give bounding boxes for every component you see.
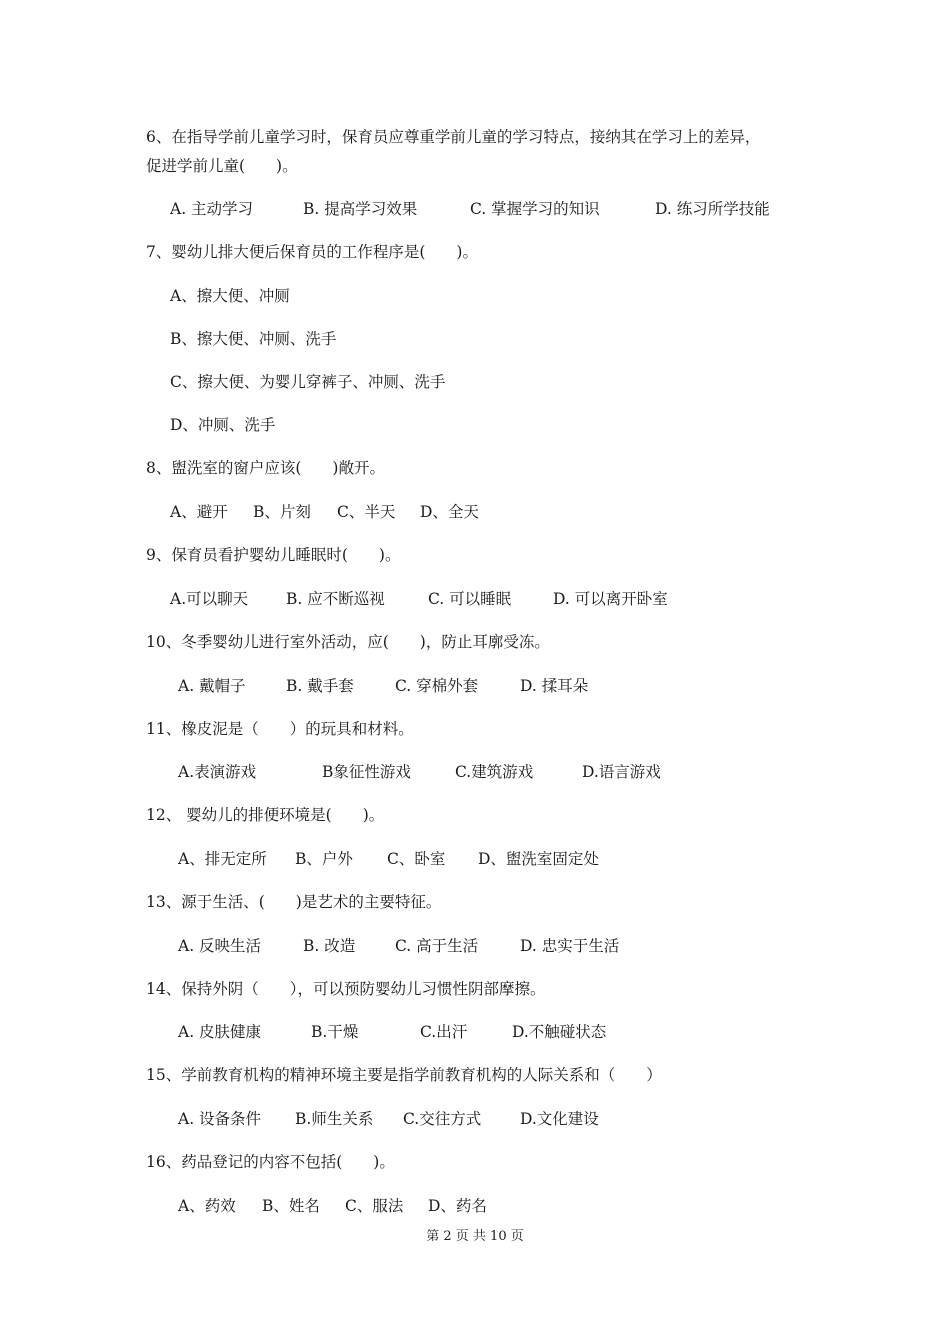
option-c: C、擦大便、为婴儿穿裤子、冲厕、洗手 (170, 373, 446, 391)
question-9-stem: 9、保育员看护婴幼儿睡眠时( )。 (146, 546, 401, 564)
option-b: B象征性游戏 (322, 763, 411, 781)
option-a: A、避开 (170, 503, 228, 521)
option-c: C、卧室 (387, 850, 446, 868)
option-a: A、擦大便、冲厕 (170, 287, 290, 305)
option-c: C. 穿棉外套 (395, 677, 479, 695)
option-c: C. 掌握学习的知识 (470, 200, 600, 218)
option-b: B. 提高学习效果 (303, 200, 418, 218)
option-c: C.建筑游戏 (455, 763, 534, 781)
option-c: C. 高于生活 (395, 937, 479, 955)
option-c: C. 可以睡眠 (428, 590, 512, 608)
option-b: B、姓名 (262, 1197, 320, 1215)
question-8-stem: 8、盥洗室的窗户应该( )敞开。 (146, 459, 385, 477)
option-b: B、户外 (295, 850, 353, 868)
option-a: A. 主动学习 (170, 200, 254, 218)
option-d: D. 忠实于生活 (520, 937, 620, 955)
question-10-stem: 10、冬季婴幼儿进行室外活动，应( )，防止耳廓受冻。 (146, 633, 550, 651)
option-d: D、冲厕、洗手 (170, 416, 276, 434)
option-a: A. 设备条件 (178, 1110, 262, 1128)
option-d: D. 练习所学技能 (655, 200, 770, 218)
question-11-stem: 11、橡皮泥是（ ）的玩具和材料。 (146, 720, 414, 738)
question-13-stem: 13、源于生活、( )是艺术的主要特征。 (146, 893, 442, 911)
option-b: B.干燥 (311, 1023, 359, 1041)
option-a: A.表演游戏 (178, 763, 257, 781)
option-a: A. 皮肤健康 (178, 1023, 262, 1041)
option-d: D. 可以离开卧室 (553, 590, 668, 608)
question-7-stem: 7、婴幼儿排大便后保育员的工作程序是( )。 (146, 243, 478, 261)
option-b: B. 戴手套 (286, 677, 354, 695)
option-c: C、半天 (337, 503, 396, 521)
option-d: D. 揉耳朵 (520, 677, 589, 695)
option-c: C、服法 (345, 1197, 404, 1215)
option-c: C.出汗 (420, 1023, 468, 1041)
option-a: A.可以聊天 (170, 590, 249, 608)
page-number-footer: 第 2 页 共 10 页 (426, 1229, 524, 1244)
option-b: B、片刻 (253, 503, 311, 521)
option-b: B. 改造 (303, 937, 356, 955)
option-d: D.语言游戏 (582, 763, 661, 781)
option-b: B、擦大便、冲厕、洗手 (170, 330, 337, 348)
option-a: A、药效 (178, 1197, 236, 1215)
question-6-stem-line-2: 促进学前儿童( )。 (146, 157, 298, 175)
question-6-stem-line-1: 6、在指导学前儿童学习时，保育员应尊重学前儿童的学习特点，接纳其在学习上的差异， (146, 128, 761, 146)
option-c: C.交往方式 (403, 1110, 482, 1128)
option-d: D、全天 (420, 503, 479, 521)
option-d: D.文化建设 (520, 1110, 599, 1128)
option-a: A. 反映生活 (178, 937, 262, 955)
option-a: A. 戴帽子 (178, 677, 246, 695)
option-d: D、盥洗室固定处 (478, 850, 599, 868)
option-b: B. 应不断巡视 (286, 590, 385, 608)
option-d: D.不触碰状态 (512, 1023, 607, 1041)
question-16-stem: 16、药品登记的内容不包括( )。 (146, 1153, 395, 1171)
option-a: A、排无定所 (178, 850, 267, 868)
option-d: D、药名 (428, 1197, 487, 1215)
question-12-stem: 12、 婴幼儿的排便环境是( )。 (146, 806, 385, 824)
question-14-stem: 14、保持外阴（ ），可以预防婴幼儿习惯性阴部摩擦。 (146, 980, 546, 998)
question-15-stem: 15、学前教育机构的精神环境主要是指学前教育机构的人际关系和（ ） (146, 1066, 662, 1084)
option-b: B.师生关系 (295, 1110, 374, 1128)
